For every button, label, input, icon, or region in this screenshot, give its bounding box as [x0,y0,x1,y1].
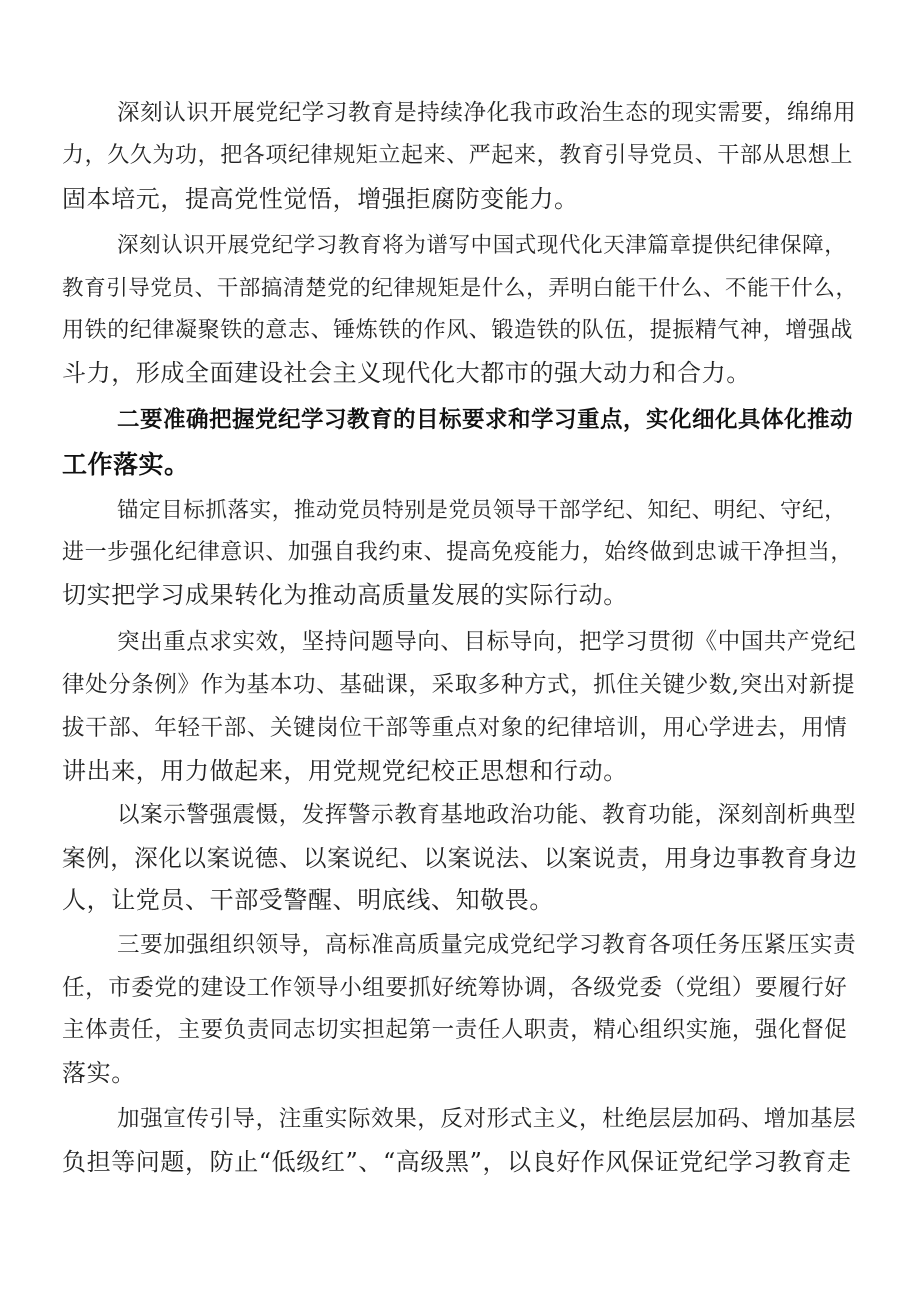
section-heading-line-1: 二要准确把握党纪学习教育的目标要求和学习重点，实化细化具体化推动 [117,407,854,433]
paragraph-5-line-1: 以案示警强震慑，发挥警示教育基地政治功能、教育功能，深刻剖析典型 [117,802,857,828]
paragraph-2-line-2: 教育引导党员、干部搞清楚党的纪律规矩是什么，弄明白能干什么、不能干什么， [62,276,858,301]
paragraph-1-line-3: 固本培元，提高党性觉悟，增强拒腐防变能力。 [62,185,579,213]
paragraph-5-line-3: 人，让党员、干部受警醒、明底线、知敬畏。 [62,886,554,914]
paragraph-4-line-3: 拔干部、年轻干部、关键岗位干部等重点对象的纪律培训，用心学进去，用情 [62,715,848,741]
paragraph-5-line-2: 案例，深化以案说德、以案说纪、以案说法、以案说责，用身边事教育身边 [62,844,858,872]
paragraph-4-line-2: 律处分条例》作为基本功、基础课，采取多种方式，抓住关键少数,突出对新提 [62,672,856,698]
paragraph-4-line-4: 讲出来，用力做起来，用党规党纪校正思想和行动。 [62,757,628,785]
section-heading-line-2: 工作落实。 [62,450,190,479]
paragraph-6-line-1: 三要加强组织领导，高标准高质量完成党纪学习教育各项任务压紧压实责 [117,932,857,958]
paragraph-2-line-3: 用铁的纪律凝聚铁的意志、锤炼铁的作风、锻造铁的队伍，提振精气神，增强战 [62,318,854,343]
paragraph-7-line-2: 负担等问题，防止“低级红”、“高级黑”，以良好作风保证党纪学习教育走 [62,1148,852,1176]
paragraph-6-line-3: 主体责任，主要负责同志切实担起第一责任人职责，精心组织实施，强化督促 [62,1017,848,1043]
paragraph-1-line-2: 力，久久为功，把各项纪律规矩立起来、严起来，教育引导党员、干部从思想上 [62,143,854,168]
paragraph-6-line-2: 任，市委党的建设工作领导小组要抓好统筹协调，各级党委（党组）要履行好 [62,975,848,1001]
paragraph-6-line-4: 落实。 [62,1059,136,1087]
paragraph-2-line-1: 深刻认识开展党纪学习教育将为谱写中国式现代化天津篇章提供纪律保障， [117,233,847,258]
paragraph-3-line-1: 锚定目标抓落实，推动党员特别是党员领导干部学纪、知纪、明纪、守纪， [117,498,847,523]
paragraph-4-line-1: 突出重点求实效，坚持问题导向、目标导向，把学习贯彻《中国共产党纪 [117,629,857,655]
paragraph-3-line-2: 进一步强化纪律意识、加强自我约束、提高免疫能力，始终做到忠诚干净担当， [62,540,854,565]
paragraph-3-line-3: 切实把学习成果转化为推动高质量发展的实际行动。 [62,581,628,609]
paragraph-7-line-1: 加强宣传引导，注重实际效果，反对形式主义，杜绝层层加码、增加基层 [117,1106,857,1132]
paragraph-1-line-1: 深刻认识开展党纪学习教育是持续净化我市政治生态的现实需要，绵绵用 [117,100,857,126]
paragraph-2-line-4: 斗力，形成全面建设社会主义现代化大都市的强大动力和合力。 [62,359,751,387]
